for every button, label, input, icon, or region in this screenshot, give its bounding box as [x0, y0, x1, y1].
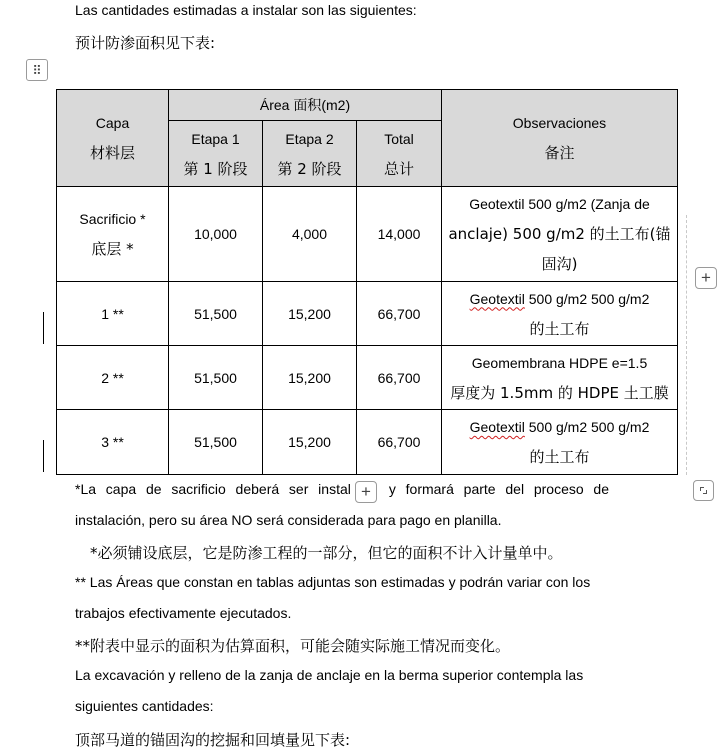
- note-2-es-line-1: ** Las Áreas que constan en tablas adjuntas son estimadas y podrán variar con los: [75, 574, 591, 590]
- note-1-es-line-2: instalación, pero su área NO será considerada para pago en planilla.: [75, 512, 502, 528]
- note-1-zh: *必须铺设底层，它是防渗工程的一部分，但它的面积不计入计量单中。: [90, 544, 563, 562]
- intro-text-zh: 预计防渗面积见下表:: [75, 34, 216, 52]
- cell-capa: 2 **: [57, 346, 169, 410]
- cell-capa: 1 **: [57, 282, 169, 346]
- cell-total: 66,700: [357, 282, 442, 346]
- table-resize-icon[interactable]: [693, 480, 714, 501]
- note-2-es-line-2: trabajos efectivamente ejecutados.: [75, 605, 292, 621]
- table-edge-guide: [686, 215, 687, 475]
- cell-etapa-2: 15,200: [263, 410, 357, 475]
- header-area: Área 面积(m2): [169, 90, 442, 121]
- cell-capa: Sacrificio * 底层 *: [57, 187, 169, 282]
- add-column-button[interactable]: +: [695, 267, 717, 289]
- cell-etapa-2: 15,200: [263, 346, 357, 410]
- excavation-es-line-2: siguientes cantidades:: [75, 698, 214, 714]
- cell-etapa-1: 51,500: [169, 282, 263, 346]
- header-observaciones: Observaciones 备注: [442, 90, 678, 187]
- table-row: [57, 410, 678, 475]
- cell-capa: 3 **: [57, 410, 169, 475]
- cell-total: 66,700: [357, 410, 442, 475]
- table-row: [57, 346, 678, 410]
- excavation-zh: 顶部马道的锚固沟的挖掘和回填量见下表:: [75, 731, 351, 749]
- note-1-es-line-1: *La capa de sacrificio deberá ser instal y formará parte del proceso de: [75, 481, 610, 497]
- area-table: [56, 89, 678, 475]
- cell-etapa-1: 51,500: [169, 346, 263, 410]
- cell-etapa-1: 51,500: [169, 410, 263, 475]
- add-row-button[interactable]: +: [355, 481, 377, 503]
- row-marker: [43, 312, 44, 344]
- cell-etapa-2: 4,000: [263, 187, 357, 282]
- cell-etapa-1: 10,000: [169, 187, 263, 282]
- note-2-zh: **附表中显示的面积为估算面积，可能会随实际施工情况而变化。: [75, 637, 511, 655]
- header-total: Total 总计: [357, 121, 442, 187]
- table-row: [57, 187, 678, 282]
- cell-observaciones: Geotextil 500 g/m2 500 g/m2 的土工布: [442, 410, 678, 475]
- table-move-handle-icon[interactable]: ⠿: [26, 59, 48, 81]
- excavation-es-line-1: La excavación y relleno de la zanja de anclaje en la berma superior contempla las: [75, 667, 584, 683]
- intro-text-es: Las cantidades estimadas a instalar son las siguientes:: [75, 2, 417, 18]
- header-capa: Capa 材料层: [57, 90, 169, 187]
- cell-total: 66,700: [357, 346, 442, 410]
- cell-observaciones: Geomembrana HDPE e=1.5 厚度为 1.5mm 的 HDPE 土工膜: [442, 346, 678, 410]
- header-etapa-1: Etapa 1 第 1 阶段: [169, 121, 263, 187]
- cell-etapa-2: 15,200: [263, 282, 357, 346]
- row-marker: [43, 440, 44, 472]
- table-row: [57, 282, 678, 346]
- cell-observaciones: Geotextil 500 g/m2 (Zanja de anclaje) 500 g/m2 的土工布(锚 固沟): [442, 187, 678, 282]
- cell-total: 14,000: [357, 187, 442, 282]
- cell-observaciones: Geotextil 500 g/m2 500 g/m2 的土工布: [442, 282, 678, 346]
- header-etapa-2: Etapa 2 第 2 阶段: [263, 121, 357, 187]
